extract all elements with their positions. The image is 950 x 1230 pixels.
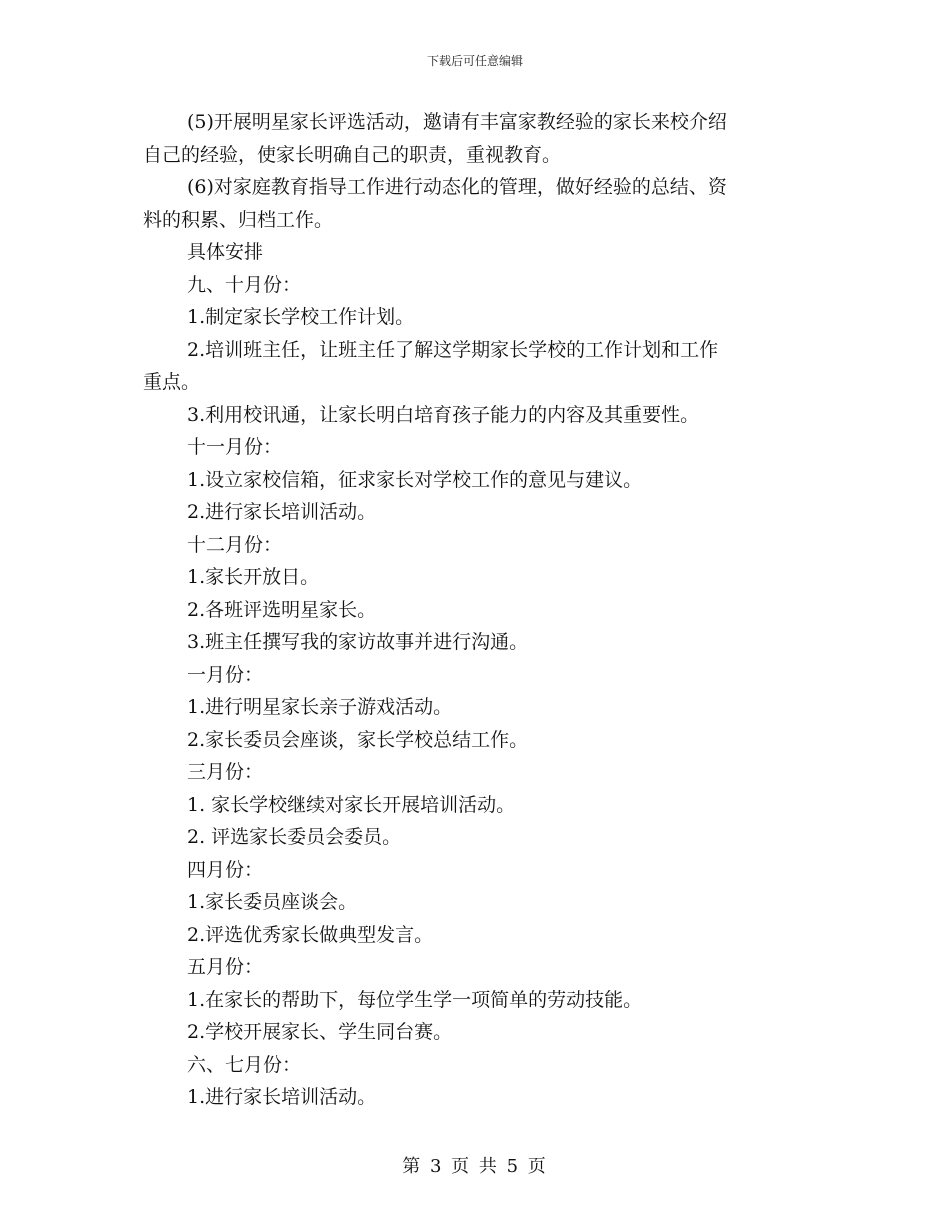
text-line: 2. 评选家长委员会委员。 xyxy=(187,826,402,848)
text-line: 具体安排 xyxy=(187,241,264,263)
text-line: 五月份： xyxy=(187,956,264,978)
text-line: 1.进行明星家长亲子游戏活动。 xyxy=(187,696,453,718)
text-line: 2.评选优秀家长做典型发言。 xyxy=(187,923,434,946)
paragraph-line: 2.培训班主任，让班主任了解这学期家长学校的工作计划和工作 xyxy=(187,338,719,361)
paragraph-line: (6)对家庭教育指导工作进行动态化的管理，做好经验的总结、资 xyxy=(187,176,727,198)
text-line: 十一月份： xyxy=(187,436,283,458)
paragraph-continuation-line: 自己的经验，使家长明确自己的职责，重视教育。 xyxy=(143,143,562,166)
text-line: 3.班主任撰写我的家访故事并进行沟通。 xyxy=(187,631,529,653)
text-line: 一月份： xyxy=(187,663,264,686)
text-line: 2.家长委员会座谈，家长学校总结工作。 xyxy=(187,728,529,751)
text-line: 1. 家长学校继续对家长开展培训活动。 xyxy=(187,793,516,816)
paragraph-line: (5)开展明星家长评选活动，邀请有丰富家教经验的家长来校介绍 xyxy=(187,111,727,133)
text-line: 1.在家长的帮助下，每位学生学一项简单的劳动技能。 xyxy=(187,988,643,1011)
text-line: 六、七月份： xyxy=(187,1053,302,1076)
text-line: 1.家长委员座谈会。 xyxy=(187,891,358,913)
text-line: 四月份： xyxy=(187,858,264,881)
text-line: 1.进行家长培训活动。 xyxy=(187,1086,377,1108)
text-line: 1.家长开放日。 xyxy=(187,566,320,588)
text-line: 1.制定家长学校工作计划。 xyxy=(187,306,415,328)
paragraph-continuation-line: 料的积累、归档工作。 xyxy=(143,208,334,231)
page-header: 下载后可任意编辑 xyxy=(426,54,523,68)
text-line: 2.学校开展家长、学生同台赛。 xyxy=(187,1021,453,1043)
text-line: 3.利用校讯通，让家长明白培育孩子能力的内容及其重要性。 xyxy=(187,403,700,426)
paragraph-continuation-line: 重点。 xyxy=(143,371,201,393)
text-line: 十二月份： xyxy=(187,533,283,556)
text-line: 2.各班评选明星家长。 xyxy=(187,598,377,621)
text-line: 1.设立家校信箱，征求家长对学校工作的意见与建议。 xyxy=(187,468,643,491)
text-line: 三月份： xyxy=(187,761,264,783)
page-footer: 第 3 页 共 5 页 xyxy=(402,1156,548,1177)
text-line: 九、十月份： xyxy=(187,273,302,296)
document-body xyxy=(143,106,808,1114)
text-line: 2.进行家长培训活动。 xyxy=(187,501,377,523)
